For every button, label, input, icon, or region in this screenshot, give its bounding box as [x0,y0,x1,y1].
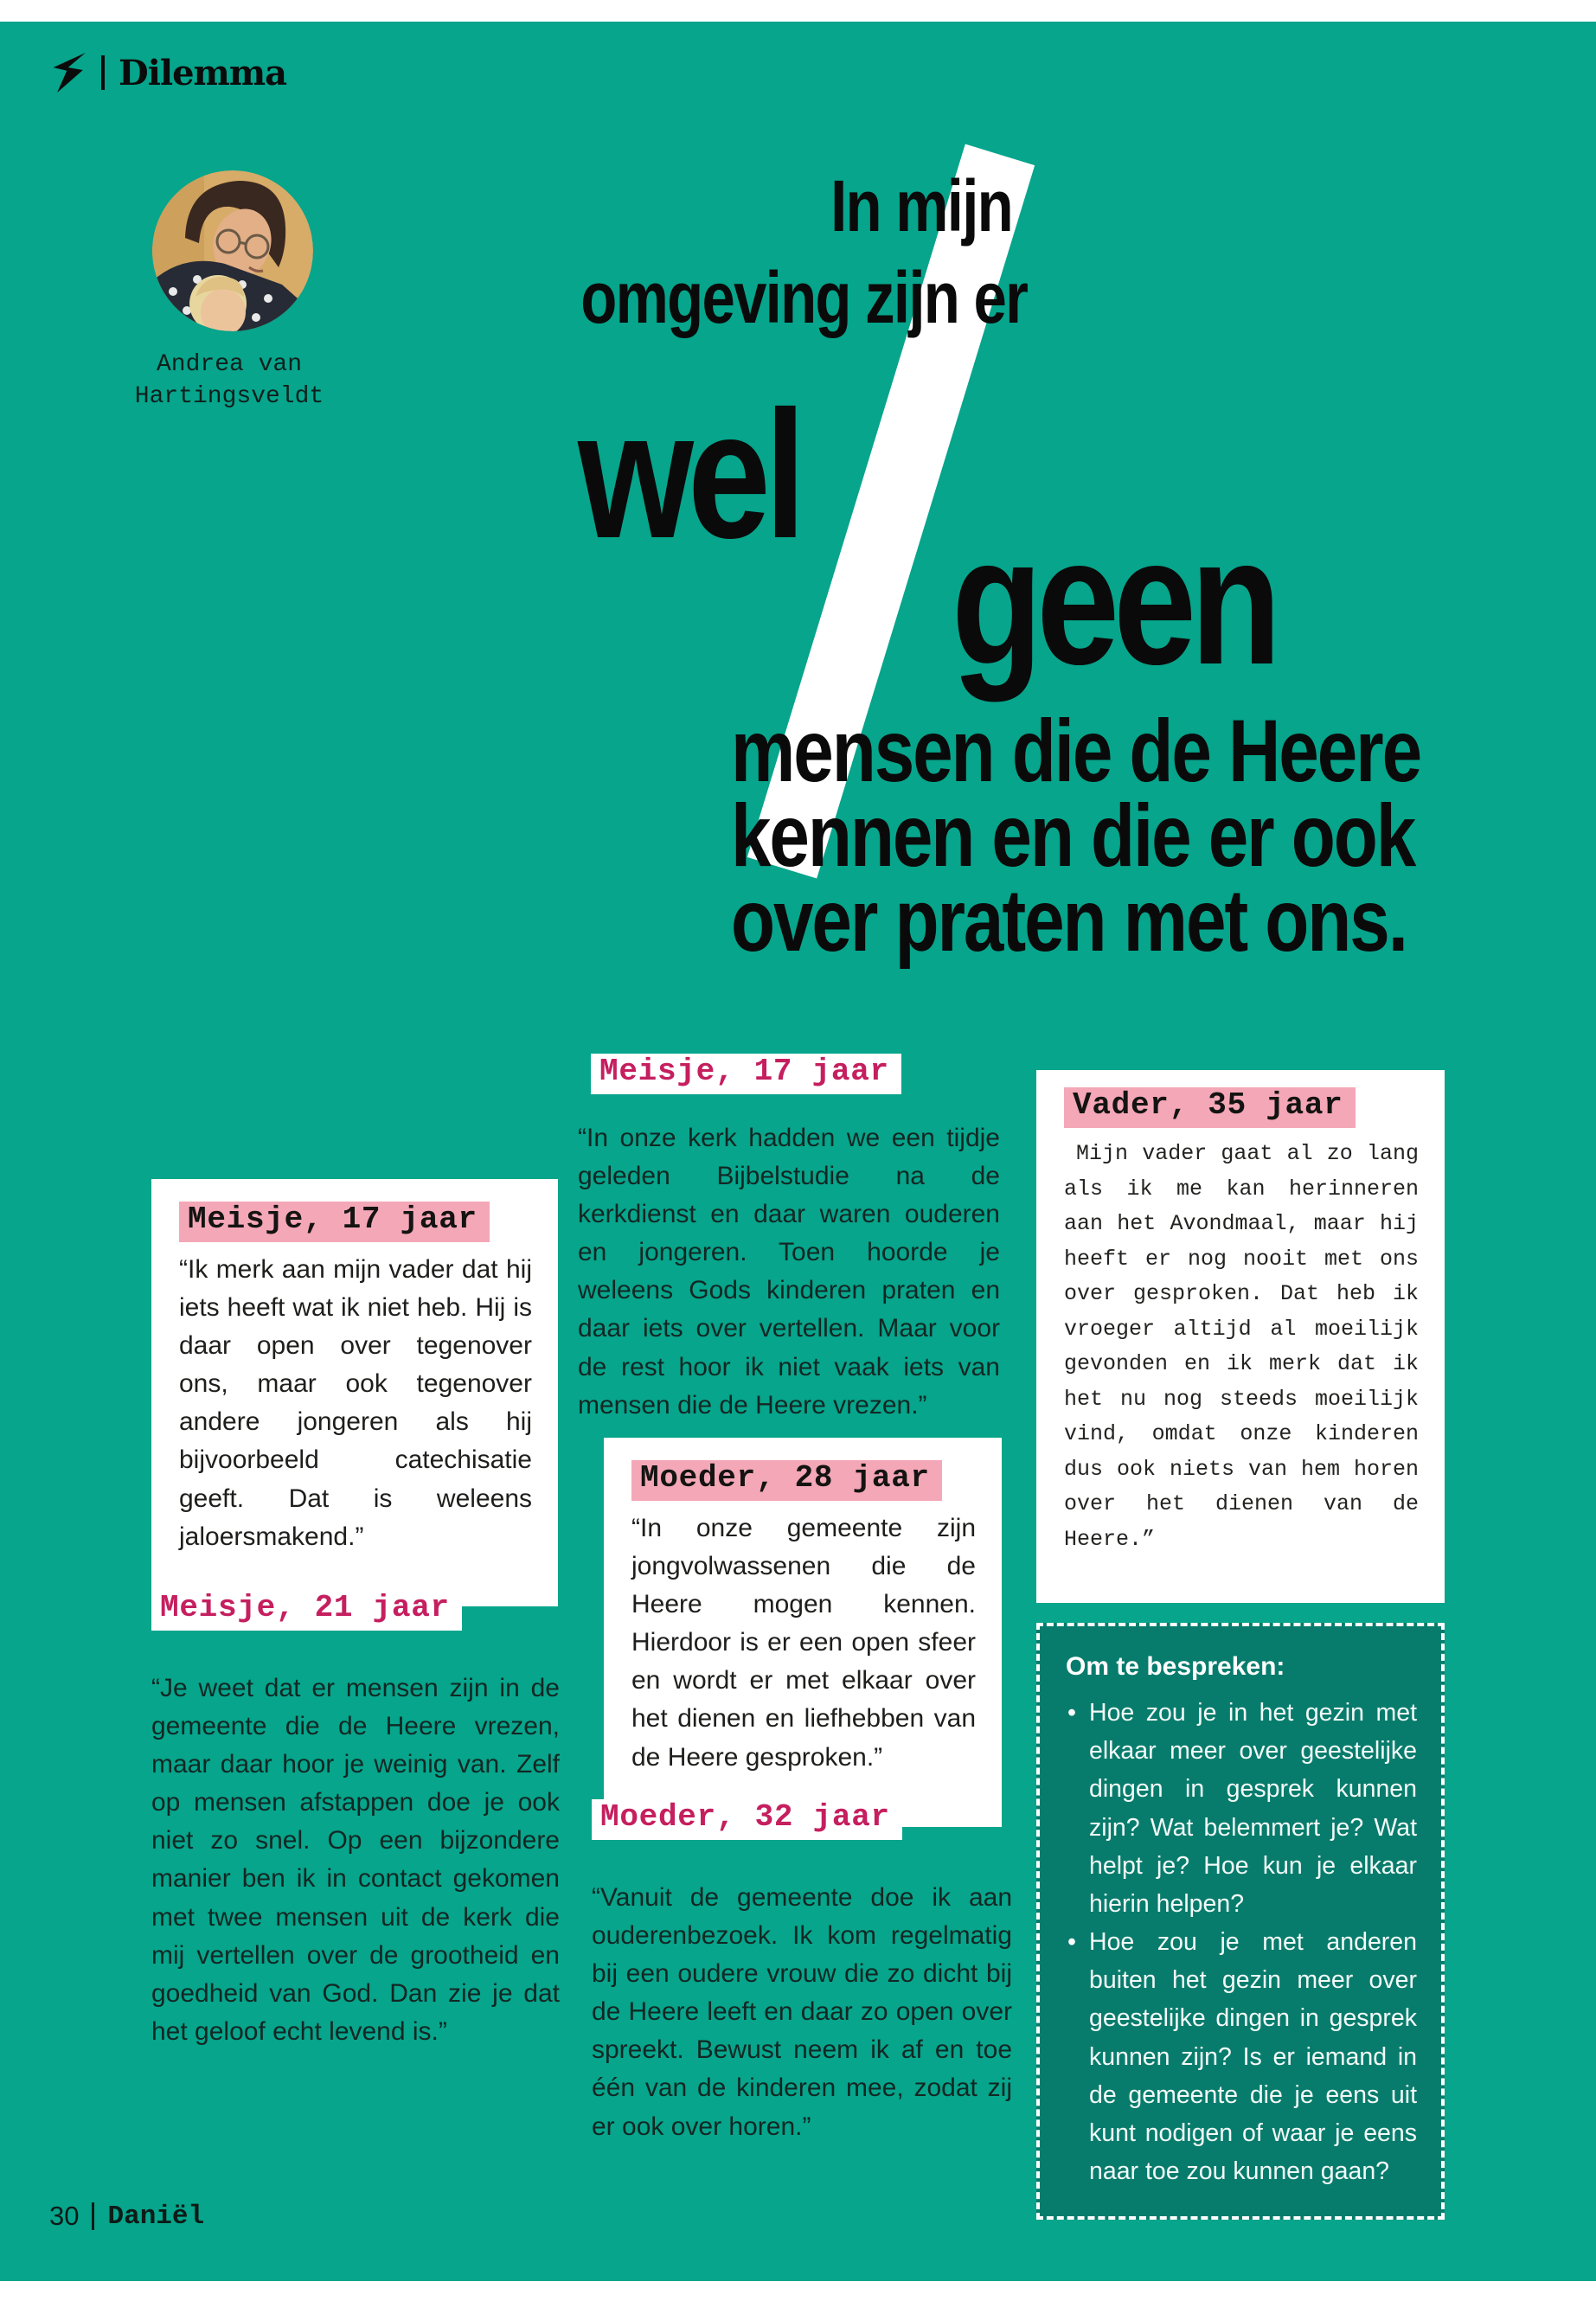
author-name-line2: Hartingsveldt [134,382,324,410]
quote-heading: Moeder, 28 jaar [631,1460,942,1501]
discussion-title: Om te bespreken: [1066,1652,1285,1681]
quote-text-meisje-21: “Je weet dat er mensen zijn in de gemeente die de Heere vrezen, maar daar hoor je weinig van. Zelf op mensen afstappen doe je ook niet zo snel. Op een bijzondere manier ben ik in contact gekomen met twee mensen uit de kerk die mij vertellen over de grootheid en goedheid van God. Dan zie je dat het geloof echt levend is.” [151,1674,560,2046]
quote-text-meisje-17-mid: “In onze kerk hadden we een tijdje geleden Bijbelstudie na de kerkdienst en daar waren ouderen en jongeren. Toen hoorde je weleens Gods kinderen praten en daar iets over vertellen. Maar voor de rest hoor ik niet vaak iets van mensen die de Heere vrezen.” [578,1124,1000,1420]
header-divider [101,55,105,90]
quote-heading: Meisje, 17 jaar [179,1202,490,1242]
headline-line-7: over praten met ons. [731,870,1407,970]
discussion-bullet: • Hoe zou je met anderen buiten het gezin meer over geestelijke dingen in gesprek kunnen zijn? Is er iemand in de gemeente die je eens uit kunt nodigen of waar je eens naar toe zou kunnen gaan? [1066,1923,1417,2190]
quote-text: “In onze gemeente zijn jongvolwassenen die de Heere mogen kennen. Hierdoor is er een open sfeer en wordt er met elkaar over het dienen en liefhebben van de Heere gesproken.” [631,1514,976,1772]
headline-word-wel: wel [578,373,800,576]
section-header [48,50,286,95]
page-number: 30 [49,2201,80,2231]
author-name-line1: Andrea van [156,351,303,378]
quote-text-moeder-32: “Vanuit de gemeente doe ik aan ouderenbezoek. Ik kom regelmatig bij een oudere vrouw die zo dicht bij de Heere leeft en daar zo open over spreekt. Bewust neem ik af en toe één van de kinderen mee, zodat zij er ook over horen.” [592,1883,1012,2141]
lightning-bolt-icon [48,50,87,95]
headline-line-1: In mijn [830,165,1012,247]
quote-heading-meisje-17-mid: Meisje, 17 jaar [591,1054,901,1094]
author-photo-illustration [152,170,313,331]
headline-tail [731,702,1421,970]
quote-heading: Vader, 35 jaar [1064,1087,1356,1128]
section-title: Dilemma [119,52,287,93]
headline-line-5: mensen die de Heere [731,702,1421,800]
quote-box-vader-35 [1036,1070,1445,1603]
headline-word-geen: geen [952,499,1276,702]
quote-heading-moeder-32: Moeder, 32 jaar [592,1799,902,1840]
discussion-bullet: • Hoe zou je in het gezin met elkaar meer over geestelijke dingen in gesprek kunnen zijn? Wat belemmert je? Wat helpt je? Hoe kun je elkaar hierin helpen? [1066,1694,1417,1923]
headline-line-2: omgeving zijn er [580,257,1027,338]
page-footer [49,2201,204,2232]
quote-heading-meisje-21: Meisje, 21 jaar [151,1590,462,1631]
author-photo [152,170,313,331]
quote-text: “Ik merk aan mijn vader dat hij iets heeft wat ik niet heb. Hij is daar open over tegenover ons, maar ook tegenover andere jongeren als hij bijvoorbeeld catechisatie geeft. Dat is weleens jaloersmakend.” [179,1255,532,1551]
footer-divider [92,2202,94,2230]
quote-text: Mijn vader gaat al zo lang als ik me kan herinneren aan het Avondmaal, maar hij heeft er nog nooit met ons over gesproken. Dat heb ik vroeger altijd al moeilijk gevonden en ik merk dat ik het nu nog steeds moeilijk vind, omdat onze kinderen dus ook niets van hem horen over het dienen van de Heere.” [1064,1141,1419,1552]
discussion-list [1066,1694,1417,2190]
quote-box-moeder-28 [604,1438,1002,1827]
author-name [87,349,372,413]
magazine-name: Daniël [107,2201,205,2232]
discussion-box [1036,1623,1445,2220]
headline-line-6: kennen en die er ook [731,785,1415,885]
quote-box-meisje-17-left [151,1179,558,1606]
